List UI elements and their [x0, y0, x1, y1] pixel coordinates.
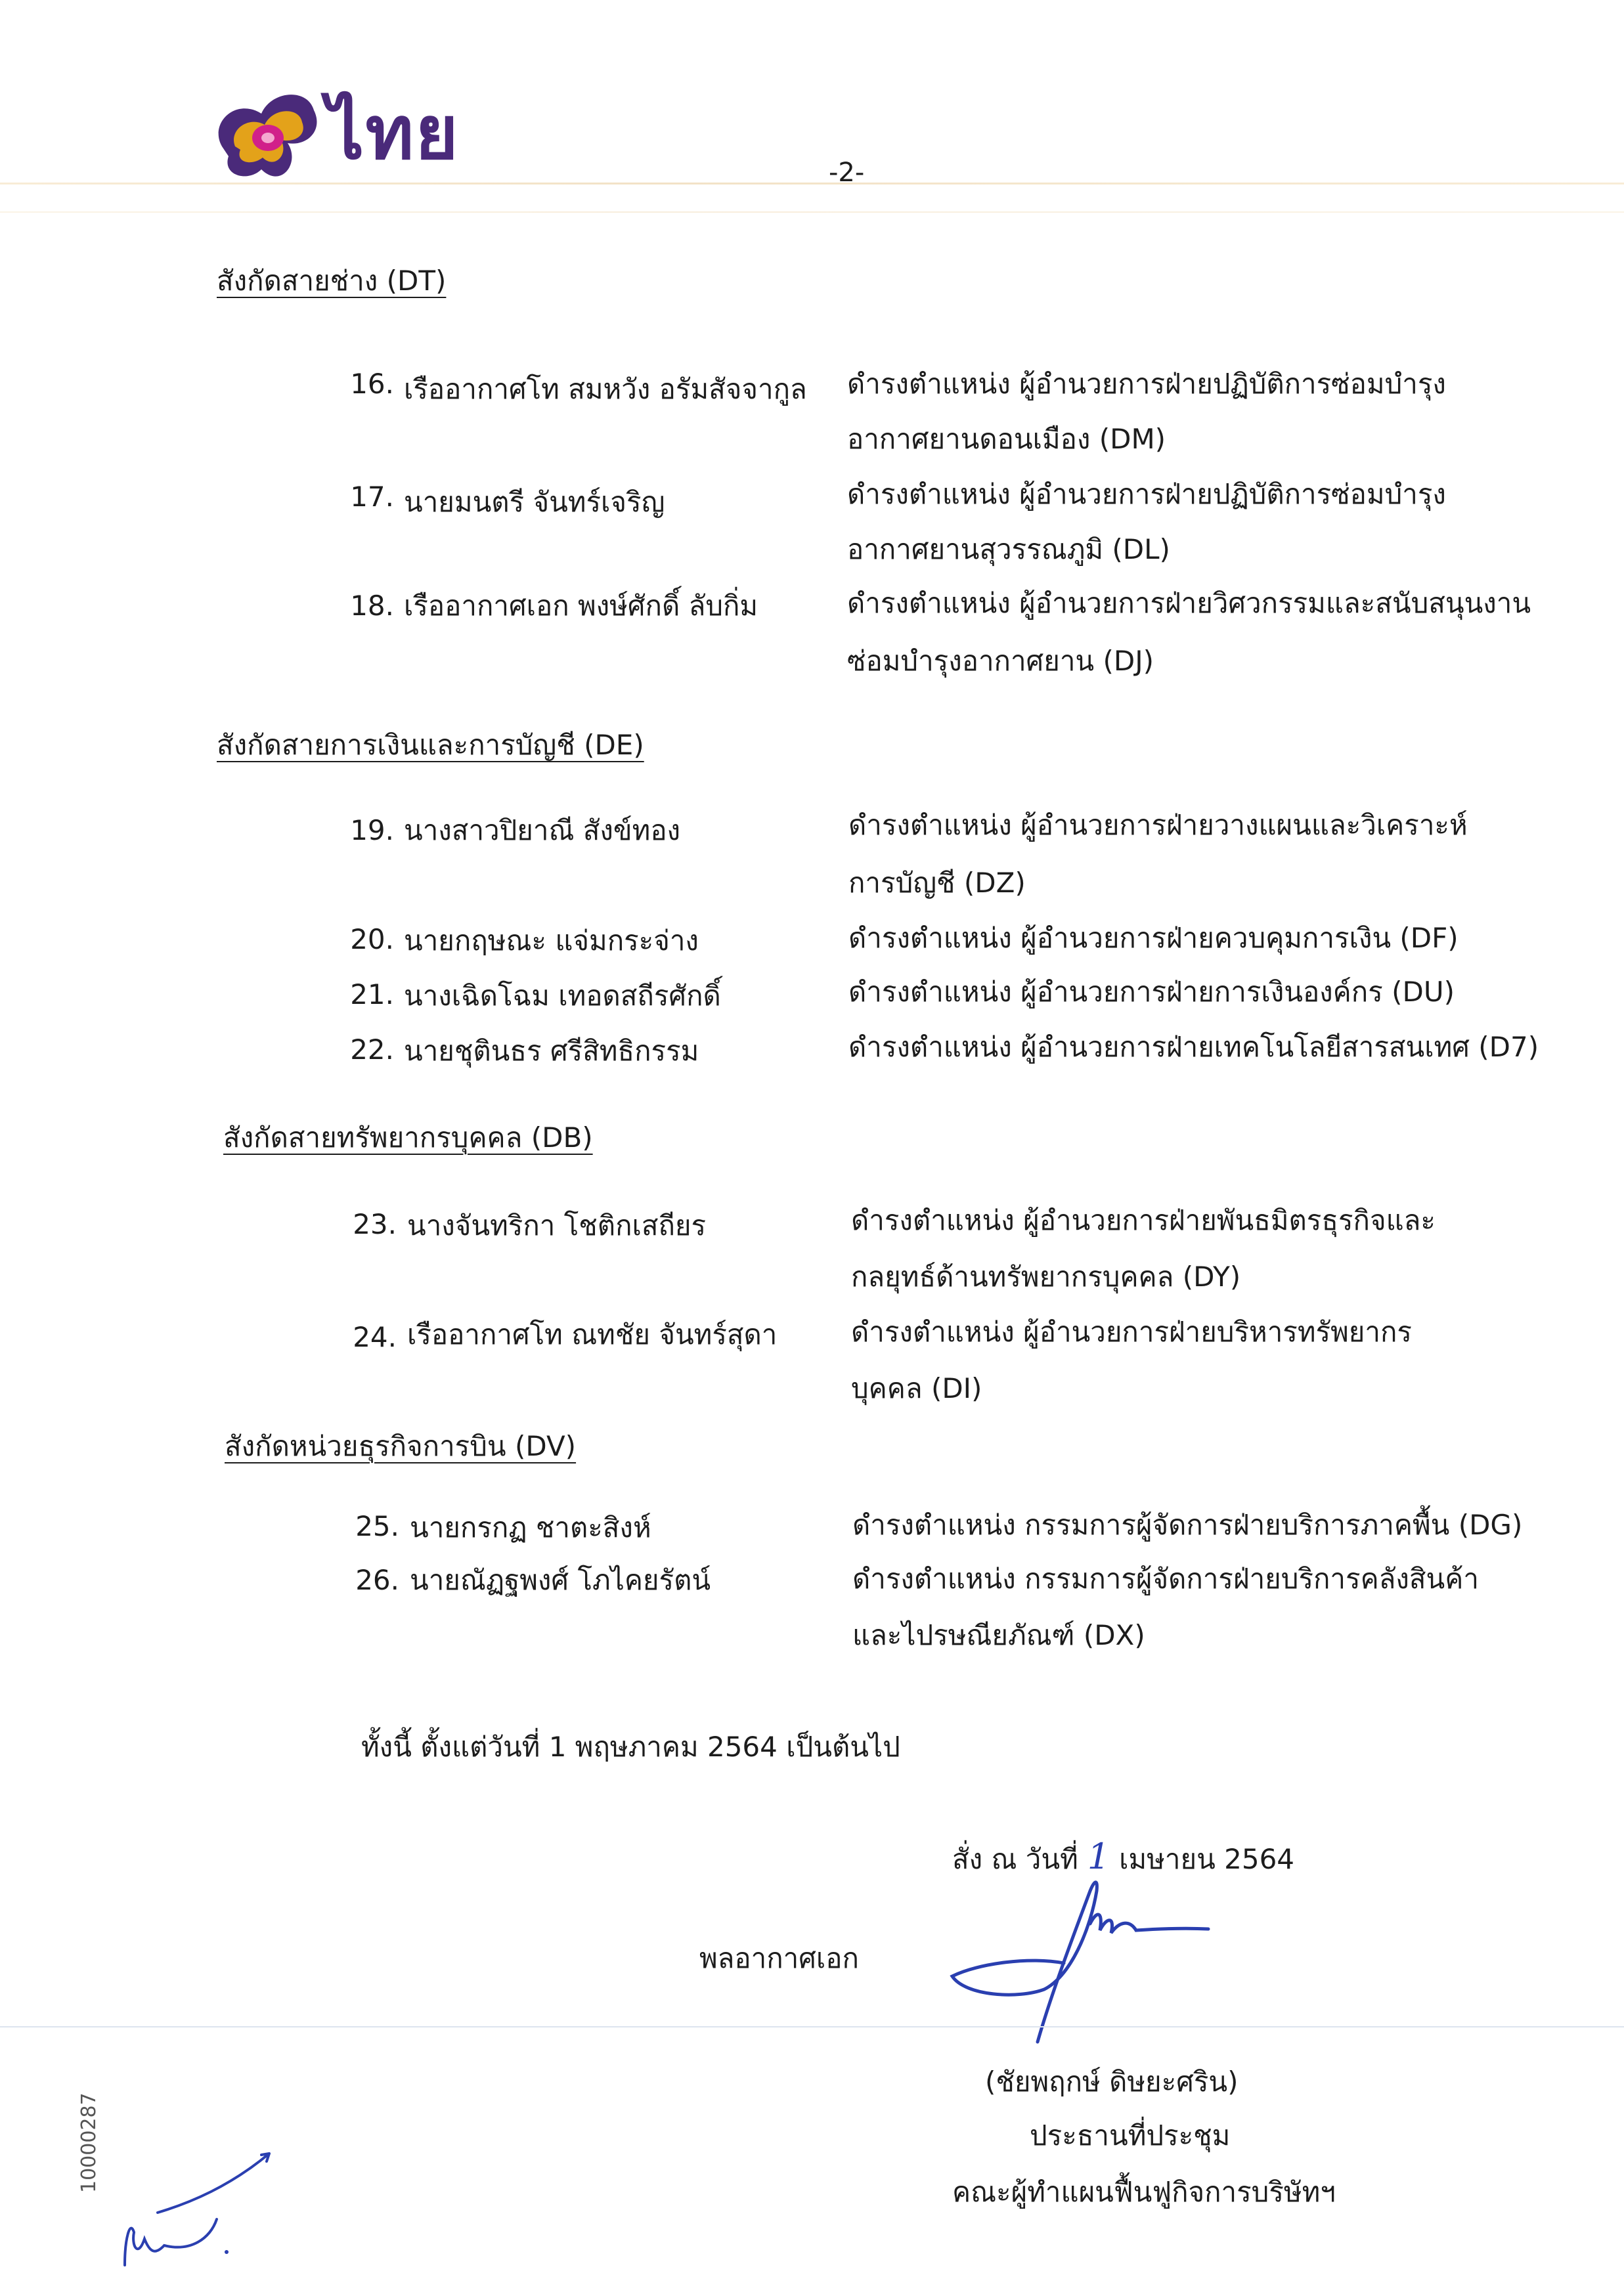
- entry-name: นางเฉิดโฉม เทอดสถีรศักดิ์: [404, 980, 721, 1012]
- entry-name: นายกฤษณะ แจ่มกระจ่าง: [404, 924, 699, 957]
- entry-role: ดำรงตำแหน่ง ผู้อำนวยการฝ่ายปฏิบัติการซ่อมบำรุง: [847, 478, 1446, 510]
- order-date-suffix: เมษายน 2564: [1119, 1843, 1295, 1875]
- section-title: สังกัดสายช่าง (DT): [217, 265, 447, 297]
- initials-signature-icon: [112, 2140, 282, 2272]
- entry-number: 23.: [353, 1208, 397, 1240]
- page-number: -2-: [829, 158, 865, 188]
- entry-number: 25.: [355, 1510, 399, 1542]
- entry-name: นายณัฏฐพงศ์ โภไคยรัตน์: [410, 1564, 711, 1596]
- entry-role-cont: และไปรษณียภัณฑ์ (DX): [852, 1619, 1145, 1651]
- entry-role: ดำรงตำแหน่ง ผู้อำนวยการฝ่ายวิศวกรรมและสนับสนุนงาน: [847, 587, 1531, 619]
- logo-wordmark: ไทย: [327, 91, 460, 176]
- entry-number: 21.: [350, 978, 394, 1010]
- section-title: สังกัดสายการเงินและการบัญชี (DE): [217, 729, 644, 761]
- document-code: 10000287: [77, 2092, 100, 2193]
- footer-divider: [0, 2026, 1624, 2027]
- entry-name: เรืออากาศเอก พงษ์ศักดิ์ ลับกิ่ม: [404, 590, 758, 622]
- entry-number: 18.: [350, 590, 394, 622]
- order-date-prefix: สั่ง ณ วันที่: [952, 1843, 1078, 1875]
- entry-name: นางจันทริกา โชติกเสถียร: [407, 1209, 707, 1242]
- entry-number: 22.: [350, 1033, 394, 1066]
- entry-number: 24.: [353, 1321, 397, 1353]
- entry-name: นายกรกฏ ชาตะสิงห์: [410, 1511, 651, 1544]
- entry-number: 19.: [350, 814, 394, 846]
- entry-role: ดำรงตำแหน่ง ผู้อำนวยการฝ่ายวางแผนและวิเคราะห์: [848, 809, 1468, 841]
- header-divider-secondary: [0, 211, 1624, 213]
- entry-role-cont: บุคคล (DI): [851, 1372, 982, 1404]
- signer-title: ประธานที่ประชุม: [1030, 2119, 1231, 2152]
- signer-rank: พลอากาศเอก: [699, 1942, 859, 1974]
- entry-role: ดำรงตำแหน่ง ผู้อำนวยการฝ่ายพันธมิตรธุรกิจและ: [851, 1204, 1436, 1236]
- entry-role-cont: อากาศยานดอนเมือง (DM): [847, 423, 1166, 455]
- entry-name: นายมนตรี จันทร์เจริญ: [404, 486, 665, 518]
- section-title: สังกัดหน่วยธุรกิจการบิน (DV): [225, 1430, 577, 1462]
- entry-role: ดำรงตำแหน่ง ผู้อำนวยการฝ่ายการเงินองค์กร (DU): [848, 976, 1455, 1008]
- order-date-day: 1: [1087, 1836, 1110, 1877]
- thai-airways-orchid-icon: [209, 84, 327, 189]
- entry-number: 16.: [350, 368, 394, 400]
- entry-role-cont: กลยุทธ์ด้านทรัพยากรบุคคล (DY): [851, 1261, 1241, 1293]
- entry-role: ดำรงตำแหน่ง ผู้อำนวยการฝ่ายควบคุมการเงิน (DF): [848, 922, 1459, 954]
- entry-name: เรืออากาศโท สมหวัง อรัมสัจจากูล: [404, 373, 807, 405]
- entry-role-cont: ซ่อมบำรุงอากาศยาน (DJ): [847, 645, 1154, 677]
- entry-role: ดำรงตำแหน่ง ผู้อำนวยการฝ่ายบริหารทรัพยากร: [851, 1316, 1412, 1348]
- entry-name: เรืออากาศโท ณทชัย จันทร์สุดา: [407, 1318, 778, 1351]
- entry-role-cont: การบัญชี (DZ): [848, 867, 1026, 899]
- entry-role-cont: อากาศยานสุวรรณภูมิ (DL): [847, 533, 1170, 565]
- entry-role: ดำรงตำแหน่ง ผู้อำนวยการฝ่ายเทคโนโลยีสารสนเทศ (D7): [848, 1031, 1539, 1063]
- entry-name: นายชุตินธร ศรีสิทธิกรรม: [404, 1035, 699, 1067]
- thai-airways-logo: [209, 84, 458, 189]
- entry-name: นางสาวปิยาณี สังข์ทอง: [404, 814, 681, 846]
- entry-number: 17.: [350, 481, 394, 513]
- entry-number: 20.: [350, 923, 394, 955]
- entry-role: ดำรงตำแหน่ง ผู้อำนวยการฝ่ายปฏิบัติการซ่อมบำรุง: [847, 368, 1446, 400]
- header-divider: [0, 183, 1624, 184]
- entry-role: ดำรงตำแหน่ง กรรมการผู้จัดการฝ่ายบริการภาคพื้น (DG): [852, 1509, 1523, 1541]
- signer-name: (ชัยพฤกษ์ ดิษยะศริน): [985, 2066, 1239, 2098]
- section-title: สังกัดสายทรัพยากรบุคคล (DB): [223, 1121, 593, 1154]
- signature-icon: [939, 1865, 1215, 2048]
- effective-date-text: ทั้งนี้ ตั้งแต่วันที่ 1 พฤษภาคม 2564 เป็นต้นไป: [361, 1731, 900, 1763]
- signer-committee: คณะผู้ทำแผนฟื้นฟูกิจการบริษัทฯ: [952, 2176, 1336, 2208]
- entry-number: 26.: [355, 1564, 399, 1596]
- entry-role: ดำรงตำแหน่ง กรรมการผู้จัดการฝ่ายบริการคลังสินค้า: [852, 1563, 1479, 1595]
